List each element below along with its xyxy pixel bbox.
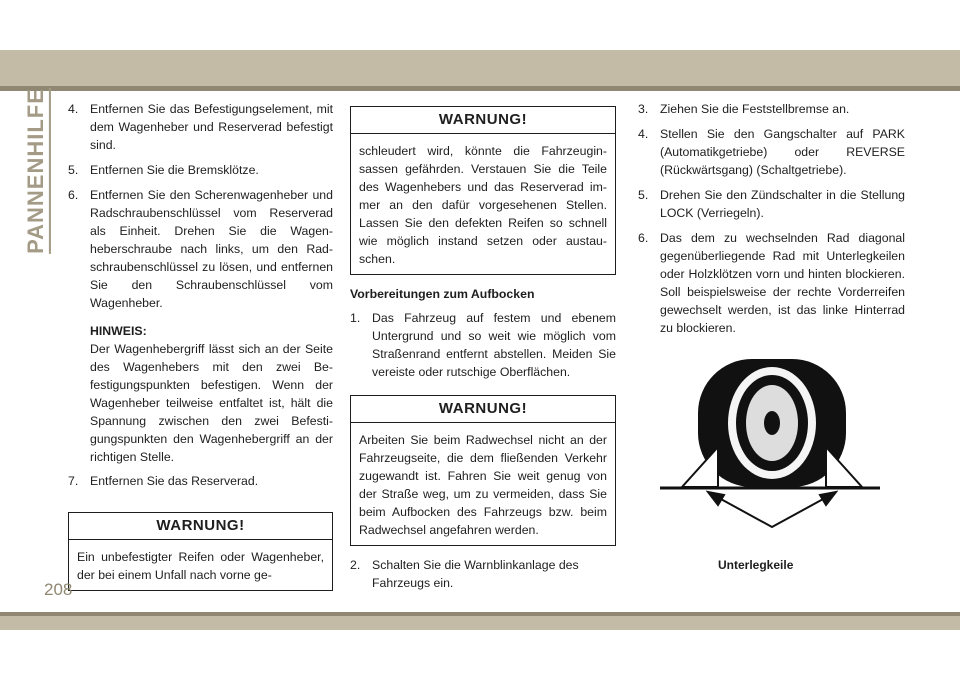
warning-box-continued: [350, 106, 616, 275]
warning-box: [350, 395, 616, 546]
wheel-chock-illustration: [658, 355, 882, 540]
list-text: Das Fahrzeug auf festem und ebenem Untergrund und so weit wie möglich vom Straßenrand entfernt abstellen. Meiden Sie vereiste oder rutschige Oberflächen.: [372, 311, 616, 379]
list-number: 1.: [350, 311, 361, 325]
header-band: [0, 50, 960, 86]
warning-text: Arbeiten Sie beim Radwechsel nicht an der Fahrzeugseite, die dem fließenden Verkehr zugewandt ist. Fahren Sie weit genug von der Straße weg, um zu vermeiden, dass Sie beim Aufbocken des Fahrzeugs bzw. beim Radwechsel angefahren werden.: [359, 433, 607, 537]
arrow-icon: [708, 492, 836, 527]
list-text: Das dem zu wechselnden Rad diagonal gegenüberliegende Rad mit Unterlegkeilen oder Holzklötzen vorn und hinten blockieren. Soll beispielsweise der rechte Vorderreifen gewechselt werden, ist das linke Hinterrad zu blockieren.: [660, 231, 905, 335]
list-number: 4.: [638, 127, 649, 141]
list-text: Schalten Sie die Warnblinkanlage des Fahrzeugs ein.: [372, 558, 579, 590]
list-text: Entfernen Sie das Reserverad.: [90, 474, 259, 488]
list-item: [68, 186, 333, 312]
list-number: 4.: [68, 102, 79, 116]
page-number: 208: [44, 580, 73, 599]
list-number: 7.: [68, 474, 79, 488]
list-item: [350, 556, 616, 592]
list-item: [68, 161, 333, 179]
section-heading: Vorbereitungen zum Aufbocken: [350, 287, 535, 301]
list-text: Drehen Sie den Zündschalter in die Stellung LOCK (Verriegeln).: [660, 188, 905, 220]
list-number: 6.: [68, 188, 79, 202]
section-tab-label: PANNENHILFE: [23, 88, 51, 254]
list-number: 2.: [350, 558, 361, 572]
warning-text: Ein unbefestigter Reifen oder Wagenheber, der bei einem Unfall nach vorne ge-: [77, 550, 324, 582]
chock-right-icon: [826, 447, 862, 487]
column-right: [638, 100, 905, 344]
column-left: [68, 100, 333, 601]
list-text: Ziehen Sie die Feststellbremse an.: [660, 102, 850, 116]
list-text: Entfernen Sie das Befestigungselement, mit dem Wagenheber und Reserverad befestigt sind.: [90, 102, 333, 152]
warning-title: WARNUNG!: [351, 107, 615, 134]
warning-title: WARNUNG!: [351, 396, 615, 423]
list-number: 3.: [638, 102, 649, 116]
list-item: [638, 186, 905, 222]
tire-icon: [698, 359, 846, 487]
note-block: [68, 322, 333, 466]
list-item: [638, 100, 905, 118]
list-text: Entfernen Sie die Bremsklötze.: [90, 163, 259, 177]
note-text: Der Wagenhebergriff lässt sich an der Seite des Wagenhebers mit den zwei Befestigungspunkten befestigen. Wenn der Wagenheber teilweise entfaltet ist, hält die Spannung zwischen den zwei Befestigungspunkten den Wagenhebergriff an der richtigen Stelle.: [90, 342, 333, 464]
list-item: [68, 100, 333, 154]
list-number: 6.: [638, 231, 649, 245]
chock-left-icon: [682, 447, 718, 487]
list-item: [638, 125, 905, 179]
header-rule: [0, 86, 960, 91]
section-tab: [23, 88, 49, 254]
list-item: [68, 472, 333, 490]
warning-title: WARNUNG!: [69, 513, 332, 540]
list-text: Stellen Sie den Gangschalter auf PARK (Automatikgetriebe) oder REVERSE (Rückwärtsgang) (Schaltgetriebe).: [660, 127, 905, 177]
list-text: Entfernen Sie den Scherenwagenheber und Radschraubenschlüssel vom Reserverad als Einheit. Drehen Sie die Wagenheberschraube nach links, um den Radschraubenschlüssel zu lösen, und entfernen Sie den Schraubenschlüssel vom Wagenheber.: [90, 188, 333, 310]
list-item: [638, 229, 905, 337]
warning-box: [68, 512, 333, 591]
column-middle: [350, 106, 616, 599]
footer-band: [0, 616, 960, 630]
list-number: 5.: [638, 188, 649, 202]
list-item: [350, 309, 616, 381]
figure-caption: Unterlegkeile: [718, 558, 794, 572]
warning-text: schleudert wird, könnte die Fahrzeuginsassen gefährden. Verstauen Sie die Teile des Wagenhebers und das Reserverad immer an den dafür vorgesehenen Stellen. Lassen Sie den defekten Reifen so schnell wie möglich instand setzen oder austauschen.: [359, 144, 607, 266]
list-number: 5.: [68, 163, 79, 177]
note-title: HINWEIS:: [90, 324, 147, 338]
